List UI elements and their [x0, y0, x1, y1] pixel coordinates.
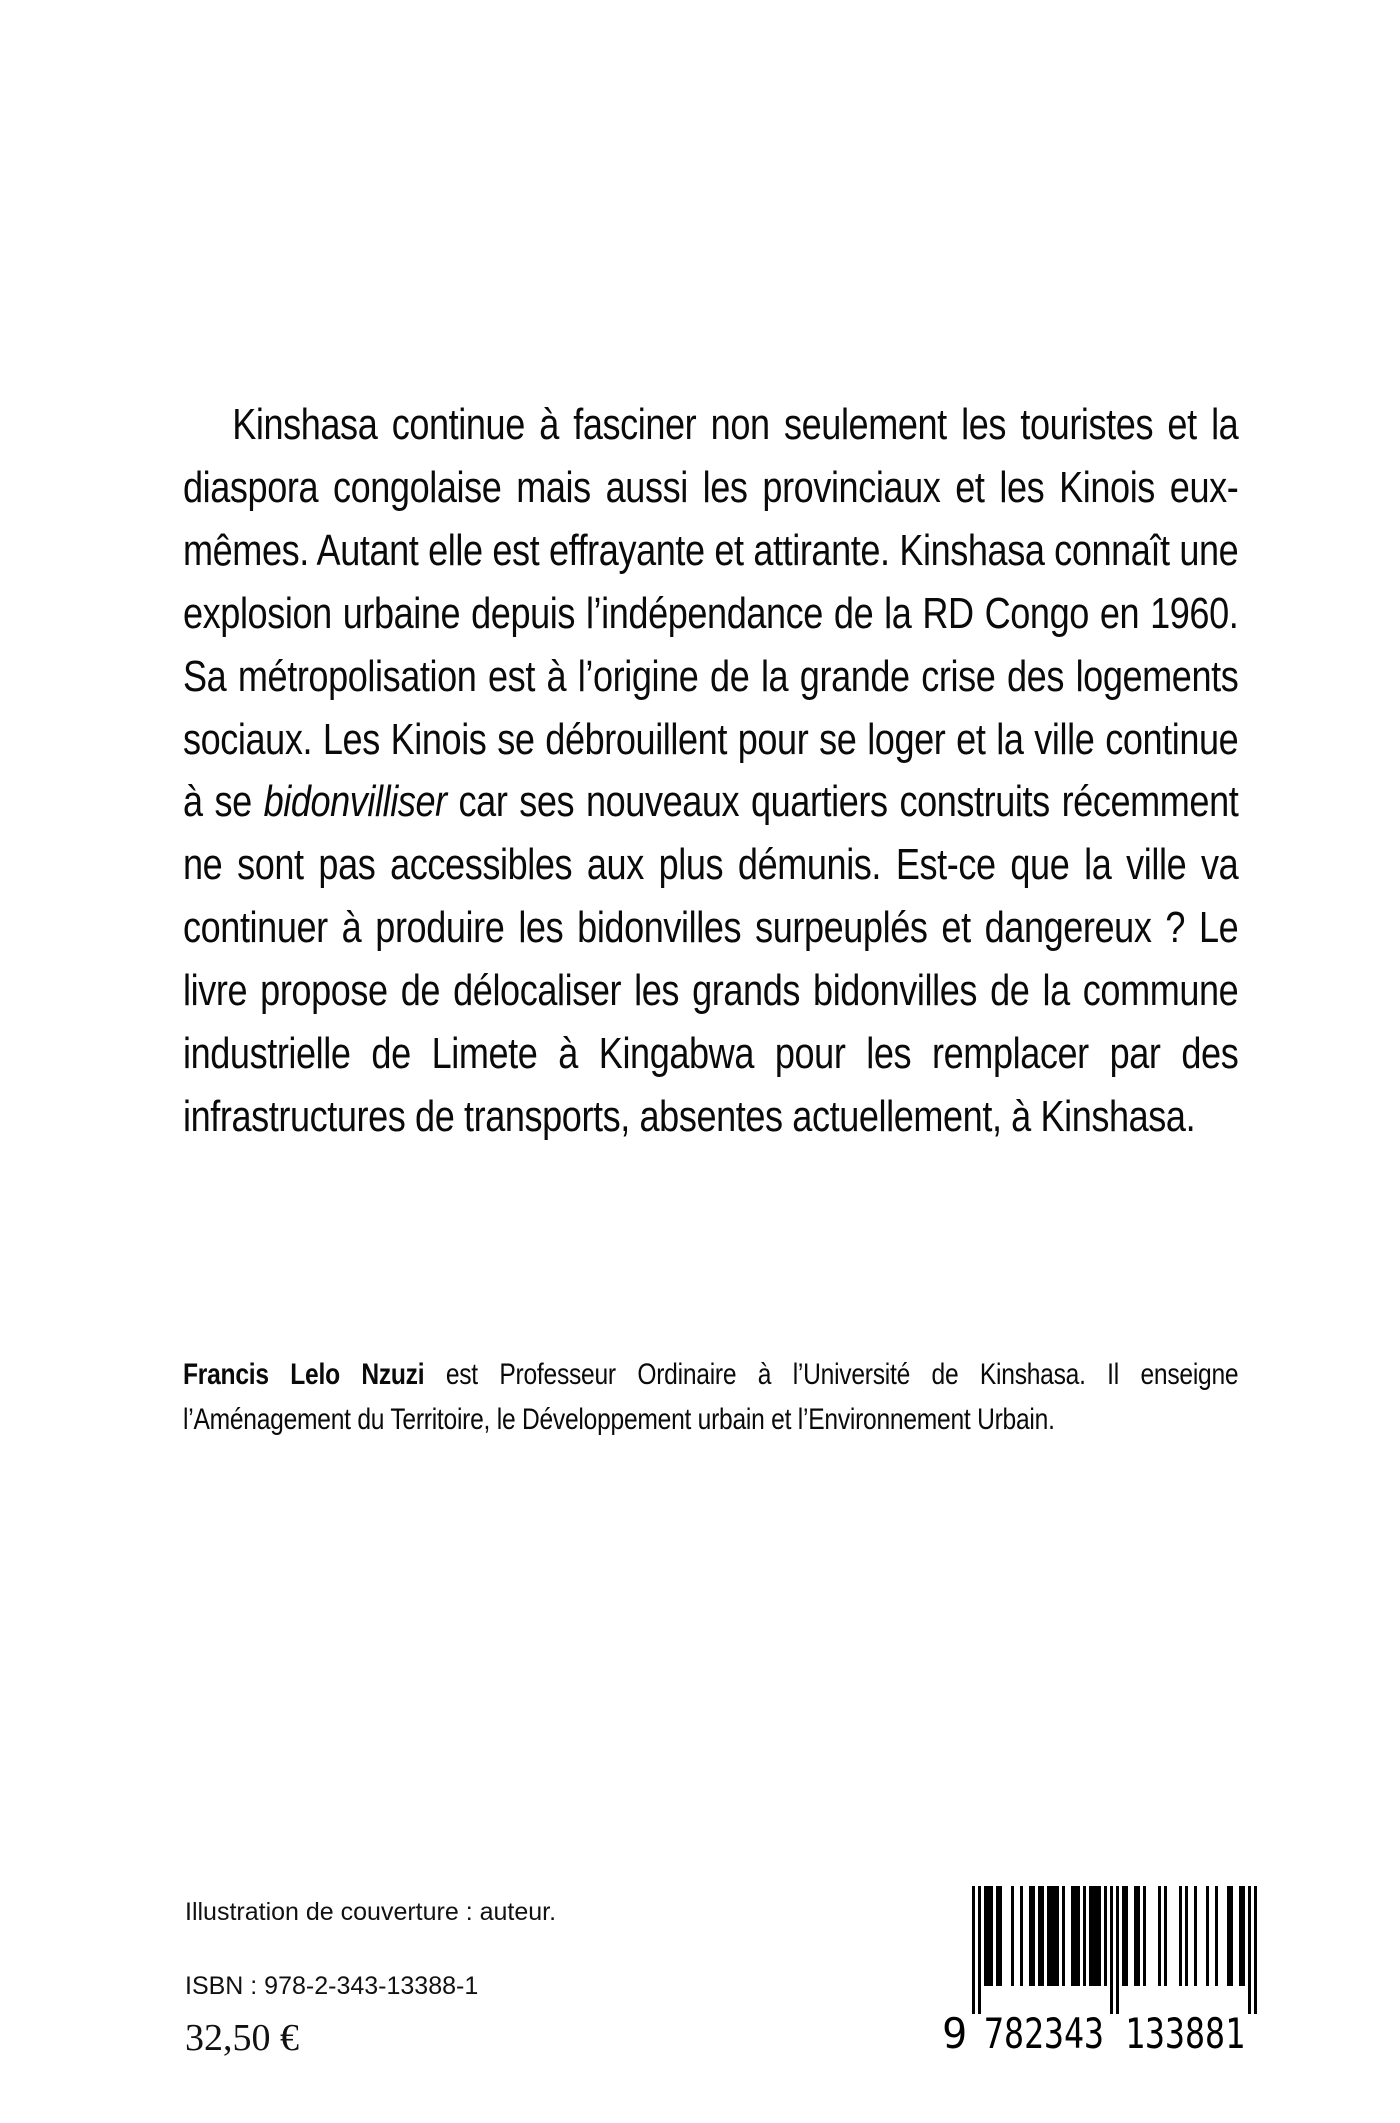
ean13-barcode: [938, 1880, 1267, 2058]
blurb-text-part1: Kinshasa continue à fasciner non seulement les touristes et la diaspora congolaise mais aussi les provinciaux et les Kinois eux-mêmes. Autant elle est effrayante et attirante. Kinshasa connaît une explosion urbaine depuis l’indépendance de la RD Congo en 1960. Sa métropolisation est à l’origine de la grande crise des logements sociaux. Les Kinois se débrouillent pour se loger et la ville continue à se: [183, 400, 1239, 827]
illustration-credit: Illustration de couverture : auteur.: [185, 1898, 557, 1926]
author-bio: [183, 1352, 1238, 1442]
price: 32,50 €: [185, 2017, 299, 2059]
author-bio-text: est Professeur Ordinaire à l’Université de Kinshasa. Il enseigne l’Aménagement du Territoire, le Développement urbain et l’Environnement Urbain.: [183, 1358, 1239, 1436]
svg-text:782343: 782343: [984, 2009, 1104, 2058]
blurb-paragraph: [183, 394, 1238, 1149]
barcode-image: [938, 1880, 1267, 2058]
blurb-text-part2: car ses nouveaux quartiers construits récemment ne sont pas accessibles aux plus démunis. Est-ce que la ville va continuer à produire les bidonvilles surpeuplés et dangereux ? Le livre propose de délocaliser les grands bidonvilles de la commune industrielle de Limete à Kingabwa pour les remplacer par des infrastructures de transports, absentes actuellement, à Kinshasa.: [183, 777, 1239, 1141]
svg-text:133881: 133881: [1125, 2009, 1245, 2058]
isbn-line: ISBN : 978-2-343-13388-1: [185, 1972, 479, 2000]
svg-text:9: 9: [942, 2009, 968, 2058]
author-bio-block: [183, 1322, 1238, 1472]
author-name: Francis Lelo Nzuzi: [183, 1358, 425, 1391]
blurb-block: [183, 350, 1238, 1210]
blurb-italic-term: bidonvilliser: [263, 777, 447, 827]
